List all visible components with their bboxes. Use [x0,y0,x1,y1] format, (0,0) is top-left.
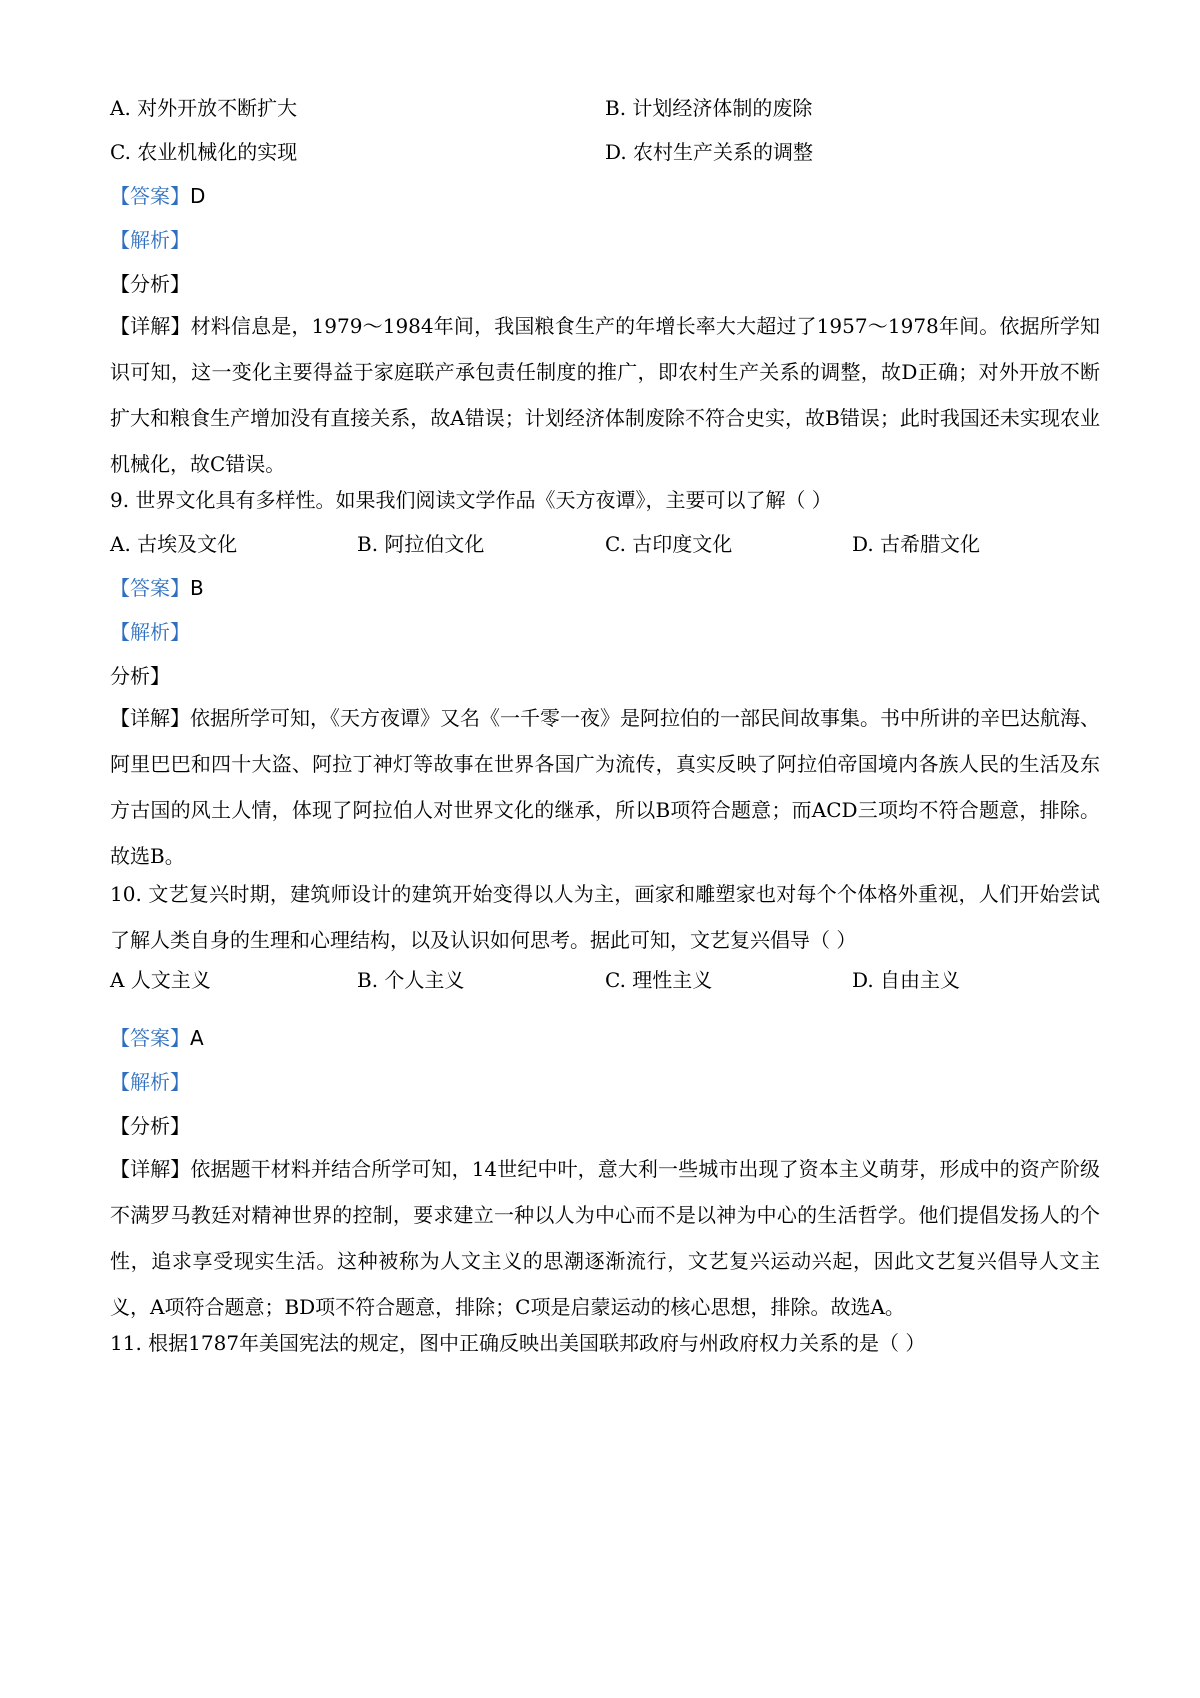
q8-option-a: A. 对外开放不断扩大 [110,96,298,120]
q9-option-b: B. 阿拉伯文化 [357,532,485,556]
q10-fenxi-label: 【分析】 [110,1114,190,1138]
answer-label: 【答案】 [110,576,190,600]
q10-stem: 10. 文艺复兴时期，建筑师设计的建筑开始变得以人为主，画家和雕塑家也对每个个体格外重视，人们开始尝试了解人类自身的生理和心理结构，以及认识如何思考。据此可知，文艺复兴倡导（ ） [110,882,1100,952]
q9-option-a: A. 古埃及文化 [110,532,238,556]
q8-fenxi-label: 【分析】 [110,272,190,296]
answer-label: 【答案】 [110,1026,190,1050]
q8-detail: 【详解】材料信息是，1979～1984年间，我国粮食生产的年增长率大大超过了1957～1978年间。依据所学知识可知，这一变化主要得益于家庭联产承包责任制度的推广，即农村生产关系的调整，故D正确；对外开放不断扩大和粮食生产增加没有直接关系，故A错误；计划经济体制废除不符合史实，故B错误；此时我国还未实现农业机械化，故C错误。 [110,314,1100,476]
answer-value: D [190,184,206,208]
q8-option-c: C. 农业机械化的实现 [110,140,298,164]
answer-value: A [190,1026,204,1050]
q9-stem: 9. 世界文化具有多样性。如果我们阅读文学作品《天方夜谭》，主要可以了解（ ） [110,488,832,512]
q10-jiexi-label: 【解析】 [110,1070,190,1094]
q9-fenxi-label: 分析】 [110,664,170,688]
q8-answer [110,184,205,208]
q11-stem: 11. 根据1787年美国宪法的规定，图中正确反映出美国联邦政府与州政府权力关系的是（ ） [110,1331,926,1355]
q9-option-d: D. 古希腊文化 [852,532,981,556]
q9-answer [110,576,204,600]
q8-option-b: B. 计划经济体制的废除 [605,96,813,120]
answer-label: 【答案】 [110,184,190,208]
q9-option-c: C. 古印度文化 [605,532,733,556]
q10-option-d: D. 自由主义 [852,968,961,992]
q10-option-c: C. 理性主义 [605,968,713,992]
q10-option-a: A 人文主义 [110,968,211,992]
q9-jiexi-label: 【解析】 [110,620,190,644]
answer-value: B [190,576,204,600]
q8-option-d: D. 农村生产关系的调整 [605,140,814,164]
q10-answer [110,1026,204,1050]
q9-detail: 【详解】依据所学可知，《天方夜谭》又名《一千零一夜》是阿拉伯的一部民间故事集。书中所讲的辛巴达航海、阿里巴巴和四十大盗、阿拉丁神灯等故事在世界各国广为流传，真实反映了阿拉伯帝国境内各族人民的生活及东方古国的风土人情，体现了阿拉伯人对世界文化的继承，所以B项符合题意；而ACD三项均不符合题意，排除。故选B。 [110,706,1100,868]
q10-detail: 【详解】依据题干材料并结合所学可知，14世纪中叶，意大利一些城市出现了资本主义萌芽，形成中的资产阶级不满罗马教廷对精神世界的控制，要求建立一种以人为中心而不是以神为中心的生活哲学。他们提倡发扬人的个性，追求享受现实生活。这种被称为人文主义的思潮逐渐流行，文艺复兴运动兴起，因此文艺复兴倡导人文主义，A项符合题意；BD项不符合题意，排除；C项是启蒙运动的核心思想，排除。故选A。 [110,1157,1100,1319]
q10-option-b: B. 个人主义 [357,968,465,992]
q8-jiexi-label: 【解析】 [110,228,190,252]
